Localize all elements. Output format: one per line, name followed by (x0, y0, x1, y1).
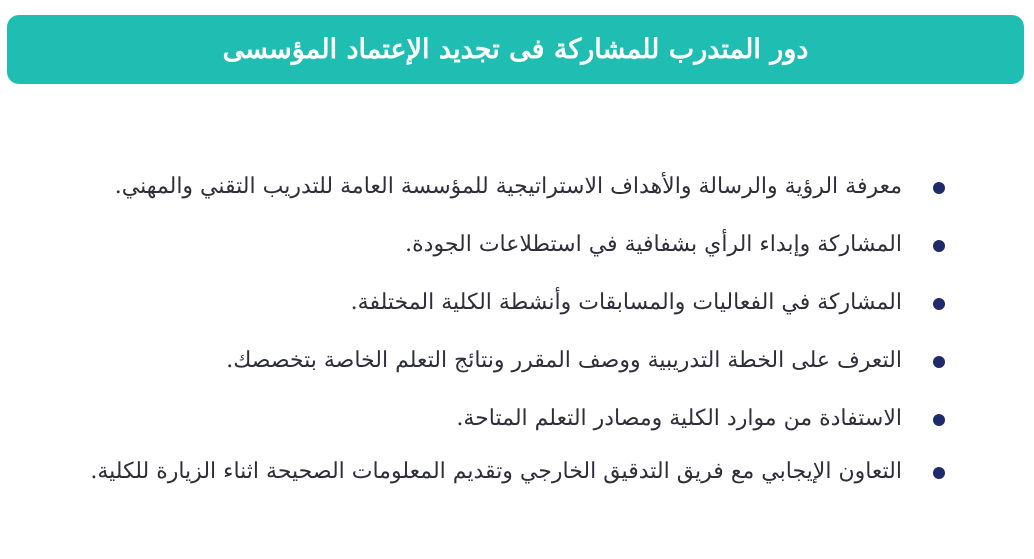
bullet-icon (933, 356, 945, 368)
list-item (22, 442, 902, 502)
bullet-icon (933, 414, 945, 426)
bullet-list (22, 158, 902, 502)
list-item (22, 390, 902, 448)
page-title: دور المتدرب للمشاركة فى تجديد الإعتماد المؤسسى (222, 34, 809, 65)
list-item-text: الاستفادة من موارد الكلية ومصادر التعلم المتاحة. (456, 406, 902, 431)
bullet-icon (933, 182, 945, 194)
list-item-text: التعرف على الخطة التدريبية ووصف المقرر ونتائج التعلم الخاصة بتخصصك. (226, 348, 902, 373)
list-item-text: المشاركة وإبداء الرأي بشفافية في استطلاعات الجودة. (405, 232, 902, 257)
title-banner (7, 15, 1024, 84)
list-item-text: معرفة الرؤية والرسالة والأهداف الاستراتيجية للمؤسسة العامة للتدريب التقني والمهني. (114, 174, 902, 199)
list-item (22, 158, 902, 216)
list-item-text: التعاون الإيجابي مع فريق التدقيق الخارجي وتقديم المعلومات الصحيحة اثناء الزيارة للكلية. (90, 459, 902, 484)
list-item (22, 274, 902, 332)
bullet-icon (933, 298, 945, 310)
list-item (22, 332, 902, 390)
list-item-text: المشاركة في الفعاليات والمسابقات وأنشطة الكلية المختلفة. (350, 290, 902, 315)
list-item (22, 216, 902, 274)
bullet-icon (933, 240, 945, 252)
bullet-icon (933, 467, 945, 479)
